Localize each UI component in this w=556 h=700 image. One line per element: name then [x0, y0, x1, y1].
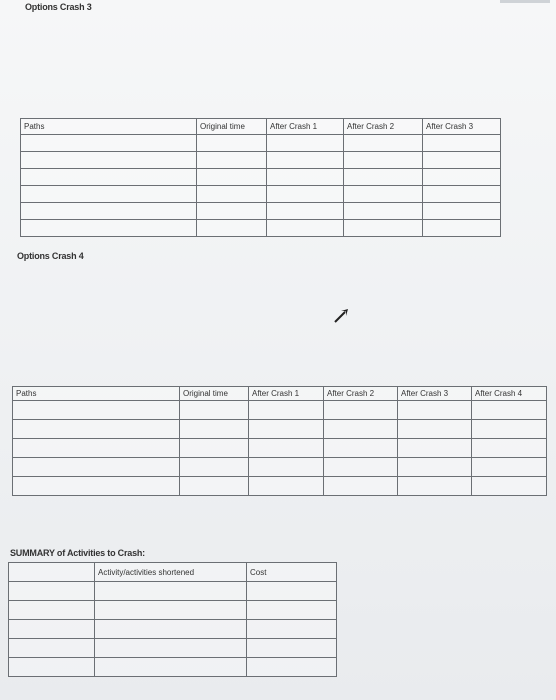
header-paths: Paths [21, 119, 197, 135]
table-cell[interactable] [249, 420, 324, 439]
header-after-crash-3: After Crash 3 [398, 387, 472, 401]
table-cell[interactable] [247, 658, 337, 677]
table-cell[interactable] [472, 458, 547, 477]
table-cell[interactable] [324, 420, 398, 439]
table-cell[interactable] [13, 477, 180, 496]
table-cell[interactable] [197, 220, 267, 237]
table-cell[interactable] [324, 439, 398, 458]
table-row [9, 620, 337, 639]
table-row [21, 169, 501, 186]
table-cell[interactable] [423, 169, 501, 186]
table-cell[interactable] [197, 135, 267, 152]
header-paths: Paths [13, 387, 180, 401]
table-row [9, 582, 337, 601]
table-cell[interactable] [9, 601, 95, 620]
table-header-row [21, 119, 501, 135]
table-cell[interactable] [197, 169, 267, 186]
table-row [9, 658, 337, 677]
table-header-row [9, 563, 337, 582]
table-row [21, 152, 501, 169]
table-cell[interactable] [398, 439, 472, 458]
table-cell[interactable] [472, 401, 547, 420]
header-after-crash-4: After Crash 4 [472, 387, 547, 401]
header-after-crash-2: After Crash 2 [344, 119, 423, 135]
page-edge-mark [500, 0, 550, 3]
table-cell[interactable] [267, 152, 344, 169]
table-cell[interactable] [267, 203, 344, 220]
table-cell[interactable] [423, 203, 501, 220]
table-row [13, 401, 547, 420]
table-cell[interactable] [398, 458, 472, 477]
table-options-crash-3 [20, 118, 501, 237]
table-cell[interactable] [267, 220, 344, 237]
table-cell[interactable] [21, 135, 197, 152]
table-cell[interactable] [344, 220, 423, 237]
table-cell[interactable] [21, 220, 197, 237]
table-cell[interactable] [13, 420, 180, 439]
table-cell[interactable] [9, 582, 95, 601]
table-cell[interactable] [197, 186, 267, 203]
table-cell[interactable] [344, 135, 423, 152]
table-row [13, 420, 547, 439]
table-cell[interactable] [423, 135, 501, 152]
table-cell[interactable] [180, 439, 249, 458]
header-original-time: Original time [180, 387, 249, 401]
header-after-crash-1: After Crash 1 [249, 387, 324, 401]
table-cell[interactable] [247, 620, 337, 639]
table-cell[interactable] [180, 458, 249, 477]
table-cell[interactable] [247, 582, 337, 601]
table-cell[interactable] [247, 639, 337, 658]
header-cost: Cost [247, 563, 337, 582]
table-cell[interactable] [21, 203, 197, 220]
table-row [21, 135, 501, 152]
table-summary-activities [8, 562, 337, 677]
table-cell[interactable] [180, 401, 249, 420]
table-options-crash-4 [12, 386, 547, 496]
table-cell[interactable] [344, 169, 423, 186]
table-row [21, 203, 501, 220]
table-row [13, 439, 547, 458]
table-cell[interactable] [197, 152, 267, 169]
table-cell[interactable] [249, 477, 324, 496]
table-cell[interactable] [13, 439, 180, 458]
table-cell[interactable] [344, 203, 423, 220]
table-cell[interactable] [398, 401, 472, 420]
table-cell[interactable] [249, 439, 324, 458]
table-cell[interactable] [344, 186, 423, 203]
table-row [13, 458, 547, 477]
table-cell[interactable] [95, 658, 247, 677]
header-after-crash-1: After Crash 1 [267, 119, 344, 135]
table-cell[interactable] [267, 169, 344, 186]
table-cell[interactable] [267, 186, 344, 203]
table-cell[interactable] [344, 152, 423, 169]
table-cell[interactable] [21, 152, 197, 169]
table-cell[interactable] [9, 639, 95, 658]
table-cell[interactable] [472, 420, 547, 439]
table-row [21, 186, 501, 203]
table-cell[interactable] [197, 203, 267, 220]
section-title-summary: SUMMARY of Activities to Crash: [10, 548, 145, 558]
table-cell[interactable] [95, 639, 247, 658]
table-cell[interactable] [9, 620, 95, 639]
table-cell[interactable] [324, 458, 398, 477]
table-cell[interactable] [398, 477, 472, 496]
table-cell[interactable] [21, 169, 197, 186]
table-cell[interactable] [324, 401, 398, 420]
table-cell[interactable] [472, 477, 547, 496]
header-blank [9, 563, 95, 582]
header-after-crash-2: After Crash 2 [324, 387, 398, 401]
table-cell[interactable] [21, 186, 197, 203]
table-cell[interactable] [324, 477, 398, 496]
table-row [9, 639, 337, 658]
section-title-options-crash-3: Options Crash 3 [25, 2, 92, 12]
table-cell[interactable] [472, 439, 547, 458]
table-cell[interactable] [247, 601, 337, 620]
header-after-crash-3: After Crash 3 [423, 119, 501, 135]
table-cell[interactable] [249, 401, 324, 420]
table-cell[interactable] [13, 401, 180, 420]
table-row [9, 601, 337, 620]
section-title-options-crash-4: Options Crash 4 [17, 251, 84, 261]
table-cell[interactable] [423, 186, 501, 203]
table-cell[interactable] [95, 620, 247, 639]
table-header-row [13, 387, 547, 401]
table-cell[interactable] [95, 601, 247, 620]
cursor-arrow-icon [334, 307, 350, 328]
table-cell[interactable] [267, 135, 344, 152]
table-cell[interactable] [13, 458, 180, 477]
table-row [21, 220, 501, 237]
header-activity-shortened: Activity/activities shortened [95, 563, 247, 582]
table-cell[interactable] [180, 477, 249, 496]
table-cell[interactable] [398, 420, 472, 439]
table-cell[interactable] [9, 658, 95, 677]
table-cell[interactable] [423, 220, 501, 237]
table-cell[interactable] [180, 420, 249, 439]
table-cell[interactable] [95, 582, 247, 601]
header-original-time: Original time [197, 119, 267, 135]
table-cell[interactable] [423, 152, 501, 169]
table-cell[interactable] [249, 458, 324, 477]
table-row [13, 477, 547, 496]
